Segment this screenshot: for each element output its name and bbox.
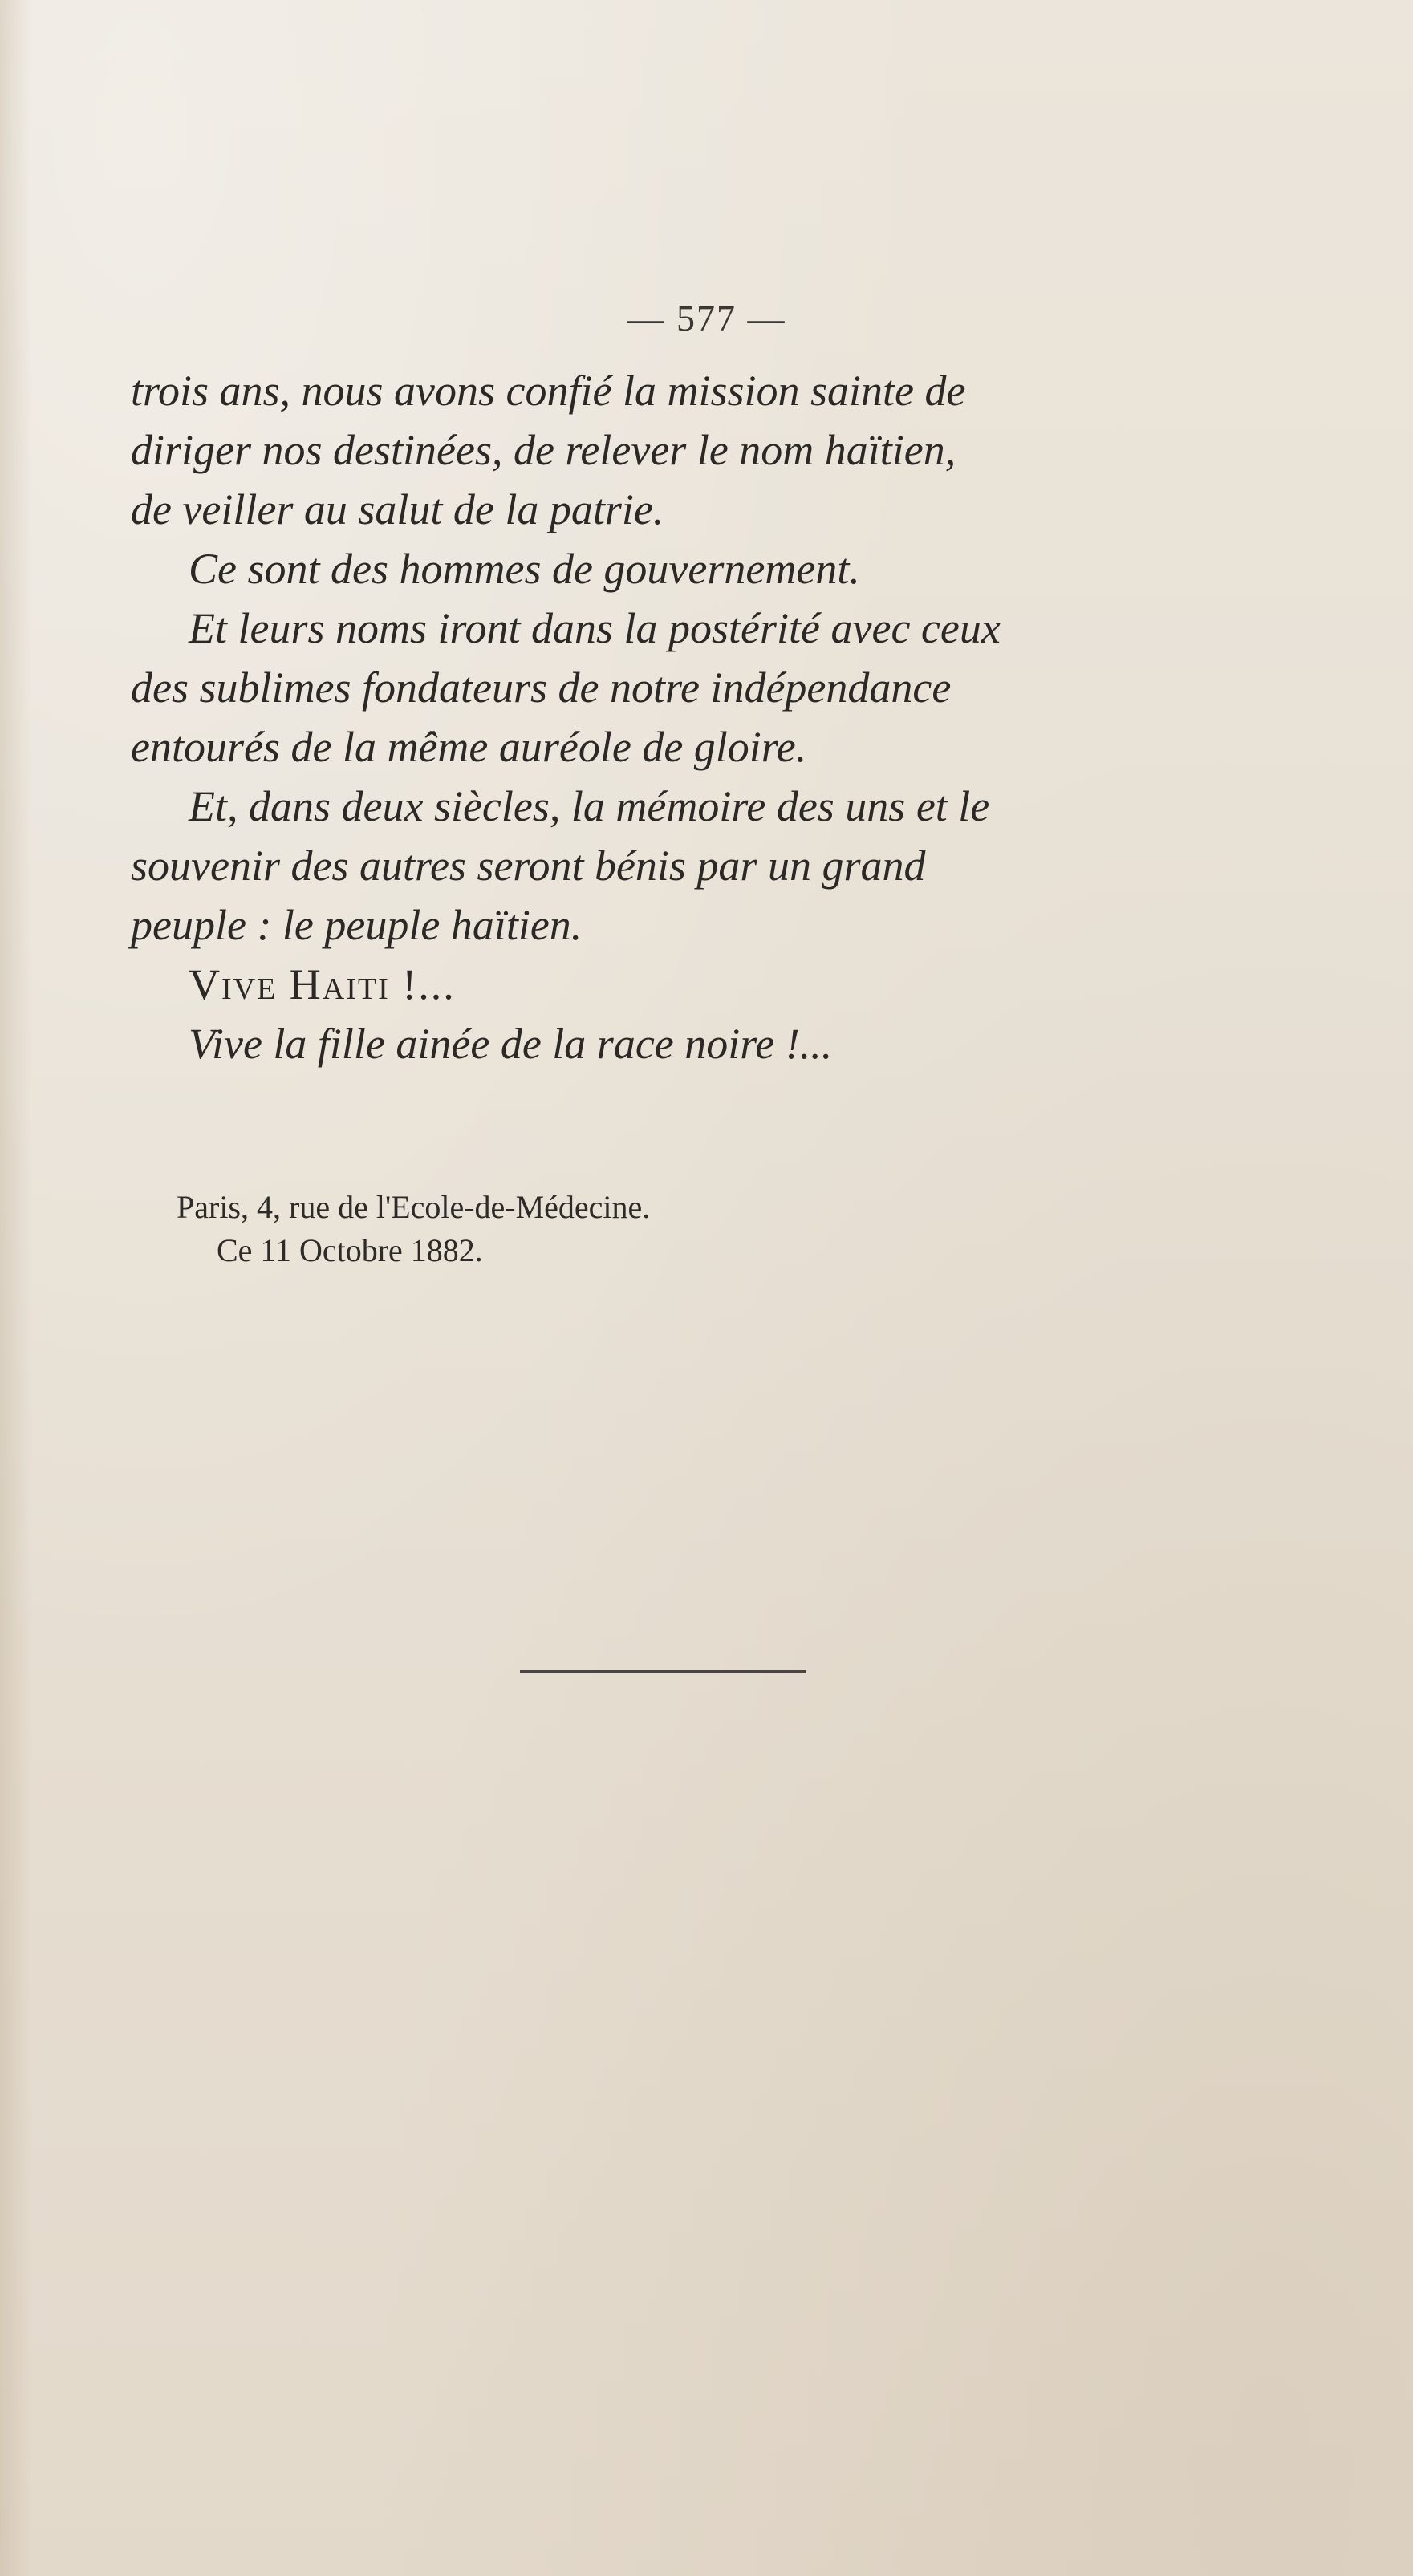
signature-date: Ce 11 Octobre 1882. <box>217 1232 483 1268</box>
end-rule <box>520 1670 806 1673</box>
text-line: des sublimes fondateurs de notre indépendance <box>131 663 952 712</box>
text-line: diriger nos destinées, de relever le nom haïtien, <box>131 426 956 474</box>
body-text <box>131 361 1238 1073</box>
text-line: Vive la fille ainée de la race noire !... <box>189 1020 833 1068</box>
text-line: trois ans, nous avons confié la mission sainte de <box>131 367 966 415</box>
text-line: Et leurs noms iront dans la postérité avec ceux <box>189 604 1001 652</box>
text-line: Ce sont des hommes de gouvernement. <box>189 545 860 593</box>
text-line: Vive Haiti !... <box>189 960 456 1008</box>
page-edge-shadow <box>0 0 32 2576</box>
text-line: Et, dans deux siècles, la mémoire des uns et le <box>189 782 990 830</box>
text-line: entourés de la même auréole de gloire. <box>131 723 807 771</box>
signature-address: Paris, 4, rue de l'Ecole-de-Médecine. <box>177 1189 651 1225</box>
signature-block <box>177 1186 650 1272</box>
text-line: souvenir des autres seront bénis par un grand <box>131 842 926 890</box>
page-number: — 577 — <box>627 298 786 339</box>
text-line: de veiller au salut de la patrie. <box>131 485 664 533</box>
text-line: peuple : le peuple haïtien. <box>131 901 583 949</box>
